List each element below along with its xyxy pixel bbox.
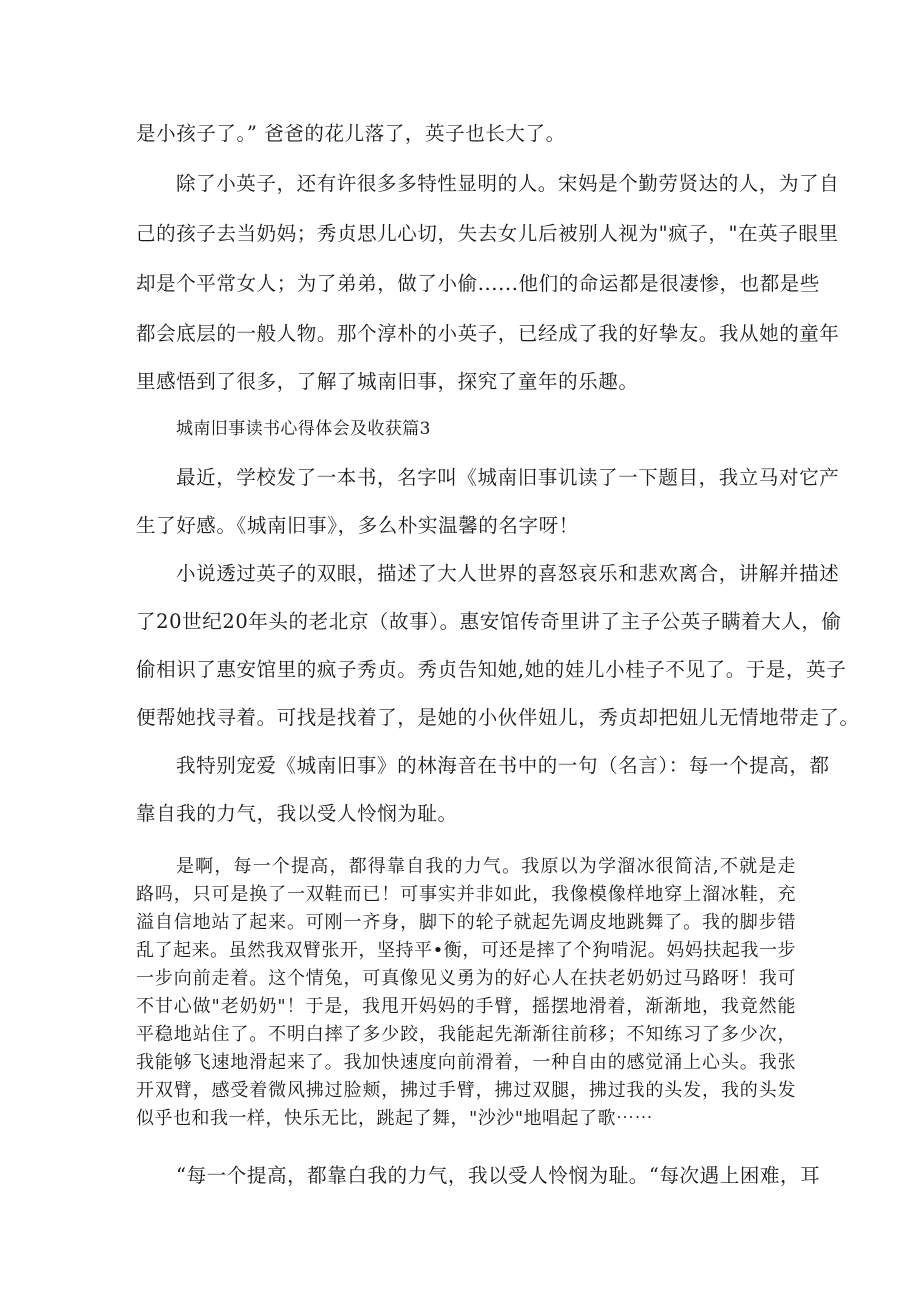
paragraph-2-line: 己的孩子去当奶妈；秀贞思儿心切，失去女儿后被别人视为"疯子，"在英子眼里 [136, 222, 839, 245]
paragraph-4-line: 偷相识了惠安馆里的疯子秀贞。秀贞告知她,她的娃儿小桂子不见了。于是，英子 [136, 658, 847, 681]
paragraph-2-line: 里感悟到了很多，了解了城南旧事，探究了童年的乐趣。 [136, 370, 639, 393]
paragraph-3-line: 最近，学校发了一本书，名字叫《城南旧事讥读了一下题目，我立马对它产 [176, 466, 840, 489]
paragraph-4-line: 了20世纪20年头的老北京（故事）。惠安馆传奇里讲了主子公英子瞒着大人，偷 [136, 610, 842, 633]
paragraph-2-line: 却是个平常女人；为了弟弟，做了小偷......他们的命运都是很凄惨，也都是些 [136, 272, 820, 295]
paragraph-6-line: 不甘心做"老奶奶"！于是，我甩开妈妈的手臂，摇摆地滑着，渐渐地，我竟然能 [136, 996, 796, 1017]
paragraph-2-line: 除了小英子，还有许很多多特性显明的人。宋妈是个勤劳贤达的人，为了自 [176, 172, 840, 195]
paragraph-6-line: 开双臂，感受着微风拂过脸颊，拂过手臂，拂过双腿，拂过我的头发，我的头发 [136, 1080, 796, 1101]
paragraph-6-line: 乱了起来。虽然我双臂张开，坚持平•衡，可还是摔了个狗啃泥。妈妈扶起我一步 [136, 940, 796, 961]
paragraph-6-line: 平稳地站住了。不明白摔了多少跤，我能起先渐渐往前移；不知练习了多少次， [136, 1024, 796, 1045]
paragraph-6-line: 我能够飞速地滑起来了。我加快速度向前滑着，一种自由的感觉涌上心头。我张 [136, 1052, 796, 1073]
paragraph-6-line: 溢自信地站了起来。可刚一齐身，脚下的轮子就起先调皮地跳舞了。我的脚步错 [136, 912, 796, 933]
paragraph-7-line: “每一个提高，都靠白我的力气，我以受人怜悯为耻。“每次遇上困难，耳 [176, 1164, 821, 1187]
paragraph-2-line: 都会底层的一般人物。那个淳朴的小英子，已经成了我的好挚友。我从她的童年 [136, 322, 840, 345]
section-heading: 城南旧事读书心得体会及收获篇3 [176, 419, 431, 439]
paragraph-4-line: 小说透过英子的双眼，描述了大人世界的喜怒哀乐和悲欢离合，讲解并描述 [176, 562, 840, 585]
paragraph-5-line: 靠自我的力气，我以受人怜悯为耻。 [136, 802, 458, 825]
paragraph-5-line: 我特别宠爱《城南旧事》的林海音在书中的一句（名言）：每一个提高，都 [176, 754, 830, 777]
paragraph-4-line: 便帮她找寻着。可找是找着了，是她的小伙伴妞儿，秀贞却把妞儿无情地带走了。 [136, 706, 860, 729]
paragraph-1-line: 是小孩子了。” 爸爸的花儿落了，英子也长大了。 [136, 122, 566, 145]
paragraph-6-line: 一步向前走着。这个情兔，可真像见义勇为的好心人在扶老奶奶过马路呀！我可 [136, 968, 796, 989]
paragraph-6-line: 似乎也和我一样，快乐无比，跳起了舞，"沙沙"地唱起了歌⋯⋯ [136, 1108, 654, 1129]
paragraph-6-line: 是啊，每一个提高，都得靠自我的力气。我原以为学溜冰很简洁,不就是走 [176, 856, 796, 877]
paragraph-3-line: 生了好感。《城南旧事》，多么朴实温馨的名字呀！ [136, 514, 579, 537]
paragraph-6-line: 路吗，只可是换了一双鞋而已！可事实并非如此，我像模像样地穿上溜冰鞋，充 [136, 884, 796, 905]
